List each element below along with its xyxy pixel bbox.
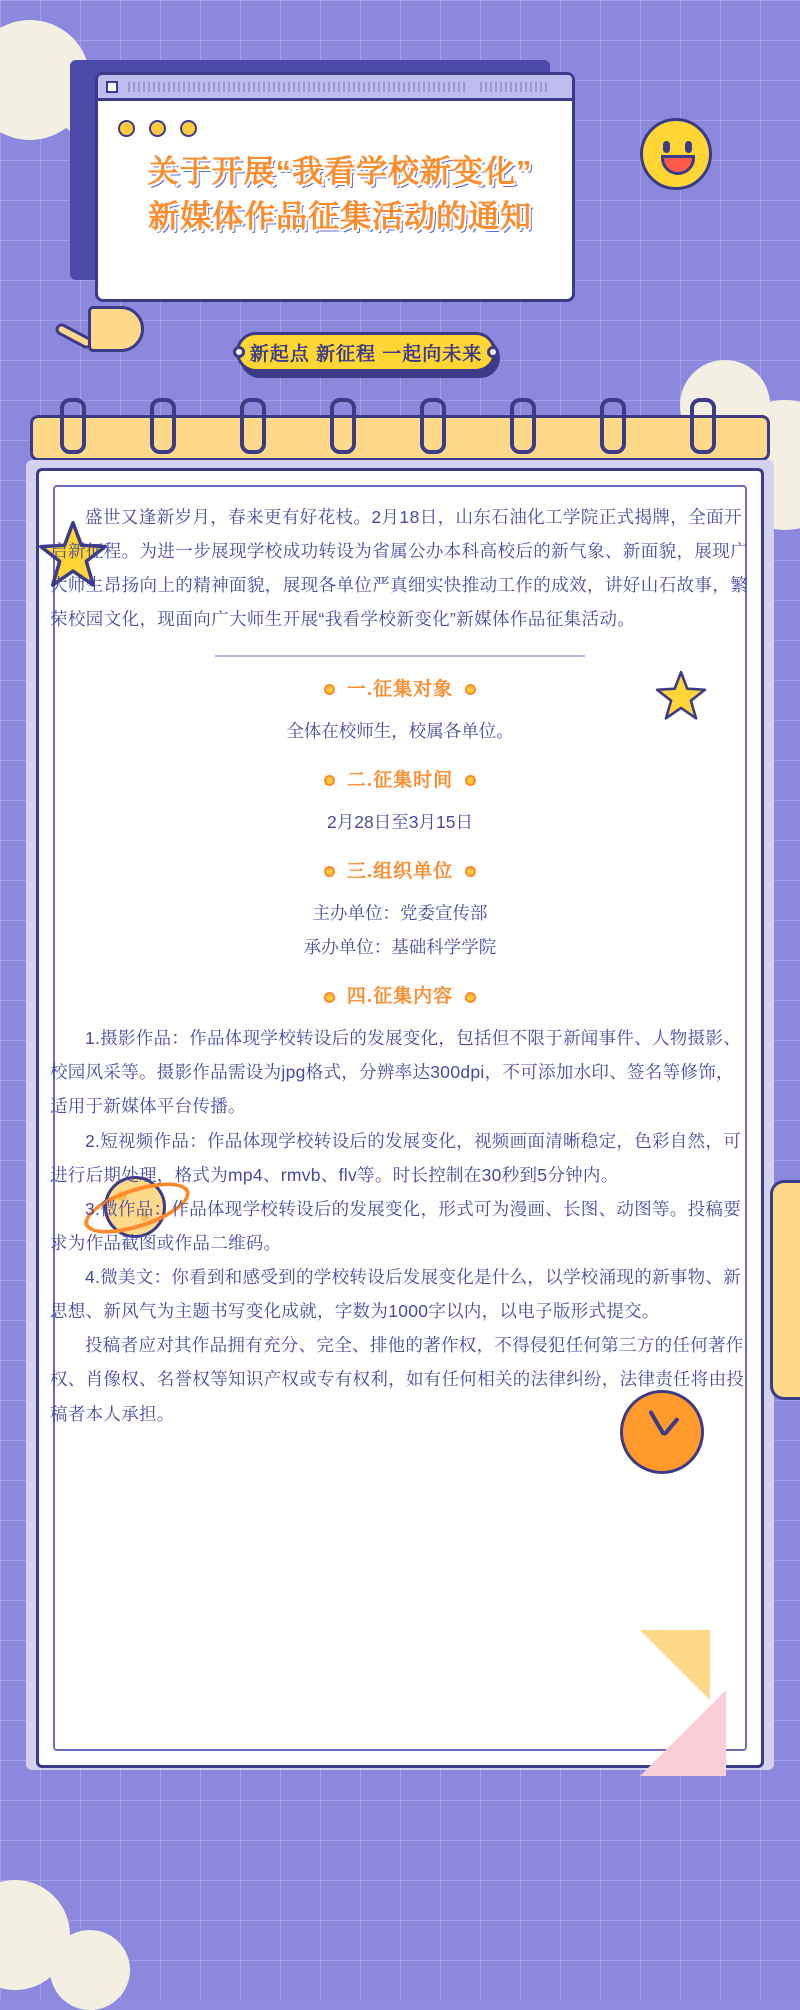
intro-paragraph: 盛世又逢新岁月，春来更有好花枝。2月18日，山东石油化工学院正式揭牌，全面开启新征程。为进一步展现学校成功转设为省属公办本科高校后的新气象、新面貌，展现广大师生昂扬向上的精神面貌，展现各单位严真细实快推动工作的成效，讲好山石故事，繁荣校园文化，现面向广大师生开展“我看学校新变化”新媒体作品征集活动。 — [50, 507, 749, 630]
section-heading-2 — [50, 762, 750, 799]
bullet-icon — [324, 866, 335, 877]
dot-icon — [149, 120, 166, 137]
section-body-3-line-2: 承办单位：基础科学学院 — [303, 937, 497, 958]
bullet-icon — [465, 775, 476, 786]
content-item: 3.微作品：作品体现学校转设后的发展变化，形式可为漫画、长图、动图等。投稿要求为作品截图或作品二维码。 — [50, 1198, 741, 1253]
dot-icon — [180, 120, 197, 137]
slogan-ribbon — [236, 332, 496, 372]
page-title — [95, 150, 585, 240]
section-heading-1 — [50, 671, 750, 708]
section-heading-2-text: 二.征集时间 — [346, 769, 454, 791]
section-body-1-line-1: 全体在校师生，校属各单位。 — [286, 720, 514, 741]
bullet-icon — [324, 775, 335, 786]
section-heading-3-text: 三.组织单位 — [346, 860, 454, 882]
bullet-icon — [324, 684, 335, 695]
smiley-eye-icon — [685, 141, 692, 153]
cloud-decoration — [50, 1930, 130, 2010]
binder-rings — [40, 398, 760, 458]
binder-ring-icon — [60, 398, 86, 454]
section-heading-4 — [50, 978, 750, 1015]
window-square-icon — [106, 81, 118, 93]
window-titlebar — [98, 75, 572, 101]
smiley-eye-icon — [663, 141, 670, 153]
binder-ring-icon — [420, 398, 446, 454]
section-body-1 — [50, 714, 750, 748]
content-item: 4.微美文：你看到和感受到的学校转设后发展变化是什么，以学校涌现的新事物、新思想、新风气为主题书写变化成就，字数为1000字以内，以电子版形式提交。 — [50, 1267, 741, 1322]
binder-ring-icon — [600, 398, 626, 454]
slogan-text: 新起点 新征程 一起向未来 — [249, 343, 483, 365]
section-divider — [215, 655, 585, 657]
binder-ring-icon — [510, 398, 536, 454]
section-heading-4-text: 四.征集内容 — [346, 986, 454, 1008]
smiley-mouth-icon — [661, 155, 695, 175]
binder-ring-icon — [690, 398, 716, 454]
section-heading-1-text: 一.征集对象 — [346, 678, 454, 700]
bullet-icon — [324, 992, 335, 1003]
content-item: 1.摄影作品：作品体现学校转设后的发展变化，包括但不限于新闻事件、人物摄影、校园风采等。摄影作品需设为jpg格式，分辨率达300dpi，不可添加水印、签名等修饰，适用于新媒体平台传播。 — [50, 1028, 741, 1117]
binder-ring-icon — [240, 398, 266, 454]
document-content — [50, 500, 750, 1431]
titlebar-stripes — [128, 82, 466, 92]
megaphone-icon — [48, 300, 158, 358]
ribbon-knob-icon — [487, 346, 499, 358]
bullet-icon — [465, 684, 476, 695]
side-accent-shape — [770, 1180, 800, 1400]
section-body-2 — [50, 805, 750, 839]
megaphone-body-icon — [88, 306, 144, 352]
binder-ring-icon — [150, 398, 176, 454]
section-body-3-line-1: 主办单位：党委宣传部 — [312, 902, 488, 923]
content-items-list — [50, 1021, 750, 1431]
bullet-icon — [465, 866, 476, 877]
section-body-3 — [50, 896, 750, 964]
binder-ring-icon — [330, 398, 356, 454]
traffic-light-dots — [118, 120, 197, 137]
smiley-face-icon — [640, 118, 712, 190]
titlebar-stripes-short — [480, 82, 550, 92]
content-item: 2.短视频作品：作品体现学校转设后的发展变化，视频画面清晰稳定，色彩自然，可进行后期处理，格式为mp4、rmvb、flv等。时长控制在30秒到5分钟内。 — [50, 1130, 741, 1185]
section-body-2-line-1: 2月28日至3月15日 — [327, 811, 473, 832]
ribbon-knob-icon — [233, 346, 245, 358]
page-title-line1: 关于开展“我看学校新变化” — [147, 154, 533, 189]
bullet-icon — [465, 992, 476, 1003]
section-heading-3 — [50, 853, 750, 890]
corner-accent-pink — [640, 1690, 726, 1776]
content-item: 投稿者应对其作品拥有充分、完全、排他的著作权，不得侵犯任何第三方的任何著作权、肖像权、名誉权等知识产权或专有权利，如有任何相关的法律纠纷，法律责任将由投稿者本人承担。 — [50, 1335, 745, 1424]
dot-icon — [118, 120, 135, 137]
page-title-line2: 新媒体作品征集活动的通知 — [148, 198, 532, 234]
